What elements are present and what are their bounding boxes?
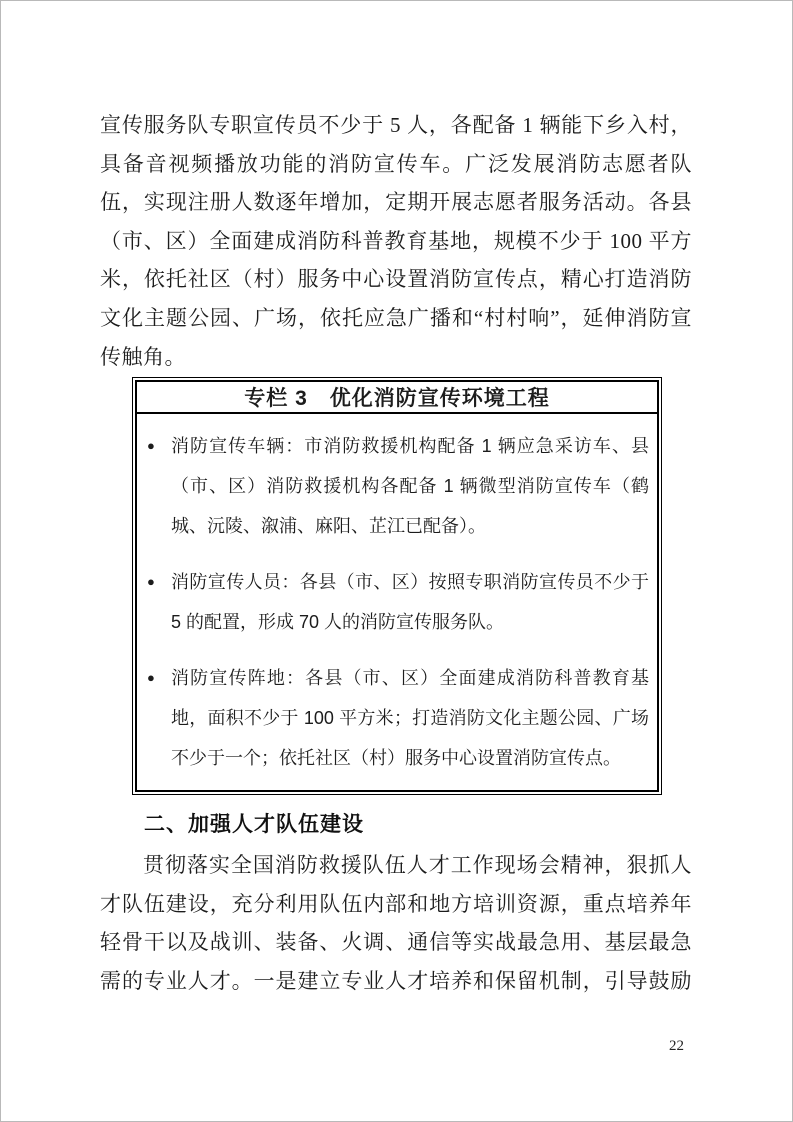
callout-box [132,377,662,795]
bullet-text: 消防宣传人员：各县（市、区）按照专职消防宣传员不少于 5 的配置，形成 70 人的消防宣传服务队。 [171,572,649,632]
section-heading: 二、加强人才队伍建设 [144,813,364,836]
callout-box-inner [135,380,659,792]
bullet-icon: ● [147,670,155,685]
callout-bullet-list [137,414,657,794]
callout-title: 专栏 3 优化消防宣传环境工程 [137,382,657,414]
paragraph-intro: 宣传服务队专职宣传员不少于 5 人，各配备 1 辆能下乡入村，具备音视频播放功能的消防宣传车。广泛发展消防志愿者队伍，实现注册人数逐年增加，定期开展志愿者服务活动。各县（市、区）全面建成消防科普教育基地，规模不少于 100 平方米，依托社区（村）服务中心设置消防宣传点，精心打造消防文化主题公园、广场，依托应急广播和“村村响”，延伸消防宣传触角。 [100,113,692,369]
bullet-icon: ● [147,438,155,453]
bullet-icon: ● [147,574,155,589]
paragraph-section-body: 贯彻落实全国消防救援队伍人才工作现场会精神，狠抓人才队伍建设，充分利用队伍内部和地方培训资源，重点培养年轻骨干以及战训、装备、火调、通信等实战最急用、基层最急需的专业人才。一是建立专业人才培养和保留机制，引导鼓励 [100,853,692,993]
bullet-text: 消防宣传车辆：市消防救援机构配备 1 辆应急采访车、县（市、区）消防救援机构各配备 1 辆微型消防宣传车（鹤城、沅陵、溆浦、麻阳、芷江已配备）。 [171,436,649,536]
list-item [143,426,649,546]
list-item [143,658,649,778]
bullet-text: 消防宣传阵地：各县（市、区）全面建成消防科普教育基地，面积不少于 100 平方米；打造消防文化主题公园、广场不少于一个；依托社区（村）服务中心设置消防宣传点。 [171,668,649,768]
list-item [143,562,649,642]
page-number: 22 [669,1038,684,1054]
